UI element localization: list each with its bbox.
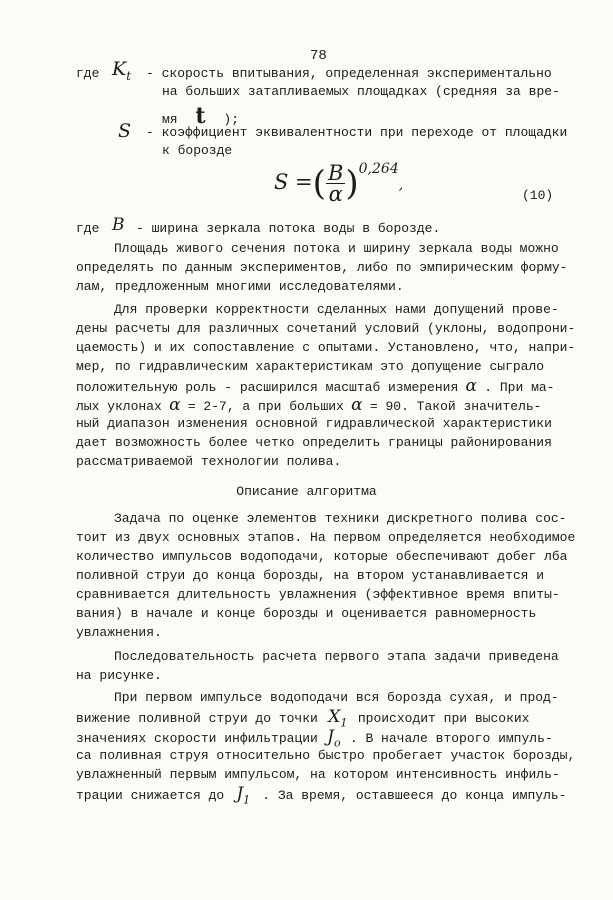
b-symbol: B <box>112 215 125 235</box>
paragraph-1-line-3: лам, предложенным многими исследователями. <box>76 279 404 294</box>
paragraph-2-line-4: мер, по гидравлическим характеристикам это допущение сыграло <box>76 359 545 374</box>
j1-symbol: $J_1$ <box>236 785 251 807</box>
alpha-symbol: α <box>169 396 181 415</box>
s-symbol: S <box>118 120 132 142</box>
paragraph-3-line-5: сравнивается длительность увлажнения (эффективное время впиты- <box>76 587 560 602</box>
paragraph-5-line-1: При первом импульсе водоподачи вся борозда сухая, и прод- <box>114 690 559 705</box>
formula-fraction <box>326 163 345 204</box>
kt-definition-line-3: мя t ); <box>162 103 240 129</box>
paragraph-5-line-5: увлажненный первым импульсом, на котором интенсивность инфиль- <box>76 767 560 782</box>
b-definition: - ширина зеркала потока воды в борозде. <box>136 221 441 236</box>
page-number: 78 <box>310 48 327 64</box>
formula-10: S =( $\frac{B}{\alpha}$ )$^{0,264}$, <box>274 161 404 206</box>
x1-symbol: $X_1$ <box>328 708 348 730</box>
paragraph-3-line-6: вания) в начале и конце борозды и оценивается равномерность <box>76 606 537 621</box>
formula-number: (10) <box>522 188 554 203</box>
paragraph-5-line-4: са поливная струя относительно быстро пробегает участок борозды, <box>76 748 576 763</box>
paragraph-1-line-1: Площадь живого сечения потока и ширину зеркала воды можно <box>114 241 559 256</box>
paragraph-1-line-2: определять по данным экспериментов, либо по эмпирическим форму- <box>76 260 568 275</box>
paragraph-4-line-1: Последовательность расчета первого этапа задачи приведена <box>114 649 559 664</box>
paragraph-2-line-5: положительную роль - расширился масштаб измерения α . При ма- <box>76 377 555 396</box>
paragraph-3-line-4: поливной струи до конца борозды, на втором устанавливается и <box>76 568 545 583</box>
alpha-symbol: α <box>351 396 363 415</box>
where-b-label: где <box>76 221 100 236</box>
formula-numerator: B <box>327 161 344 185</box>
paragraph-2-line-6: лых уклонах α = 2-7, а при больших α = 90. Такой значитель- <box>76 396 542 415</box>
paragraph-2-line-9: рассматриваемой технологии полива. <box>76 454 342 469</box>
kt-definition-line-2: на больших затапливаемых площадках (средняя за вре- <box>162 84 560 99</box>
paragraph-5-line-3: значениях скорости инфильтрации $J_o$ . В начале второго импуль- <box>76 728 594 752</box>
formula-exponent: 0,264 <box>358 161 399 177</box>
paragraph-4-line-2: на рисунке. <box>76 668 162 683</box>
alpha-symbol: α <box>465 377 477 396</box>
paragraph-3-line-1: Задача по оценке элементов техники дискретного полива сос- <box>114 511 567 526</box>
paragraph-3-line-3: количество импульсов водоподачи, которые обеспечивают добег лба <box>76 549 568 564</box>
s-definition-line-2: к борозде <box>162 143 233 158</box>
paragraph-2-line-2: дены расчеты для различных сочетаний условий (уклоны, водопрони- <box>76 321 576 336</box>
paragraph-5-line-6: трации снижается до $J_1$ . За время, оставшееся до конца импуль- <box>76 785 594 809</box>
paragraph-3-line-2: тоит из двух основных этапов. На первом определяется необходимое <box>76 530 576 545</box>
paragraph-2-line-3: цаемость) и их сопоставление с опытами. Установлено, что, напри- <box>76 340 576 355</box>
kt-symbol: $K_t$ <box>112 58 132 83</box>
s-definition-line-1: - коэффициент эквивалентности при переходе от площадки <box>146 125 568 140</box>
j0-symbol: $J_o$ <box>327 728 341 750</box>
paragraph-2-line-1: Для проверки корректности сделанных нами допущений прове- <box>114 302 559 317</box>
paragraph-5-line-2: вижение поливной струи до точки $X_1$ происходит при высоких <box>76 708 594 732</box>
paragraph-2-line-8: дает возможность более четко определить границы районирования <box>76 435 552 450</box>
paragraph-2-line-7: ный диапазон изменения основной гидравлической характеристики <box>76 416 552 431</box>
section-heading: Описание алгоритма <box>236 484 377 499</box>
paragraph-3-line-7: увлажнения. <box>76 625 162 640</box>
kt-definition-line-1: - скорость впитывания, определенная экспериментально <box>146 66 552 81</box>
formula-lhs: S = <box>274 170 313 194</box>
formula-denominator: α <box>328 182 343 206</box>
definition-where-label: где <box>76 66 100 81</box>
